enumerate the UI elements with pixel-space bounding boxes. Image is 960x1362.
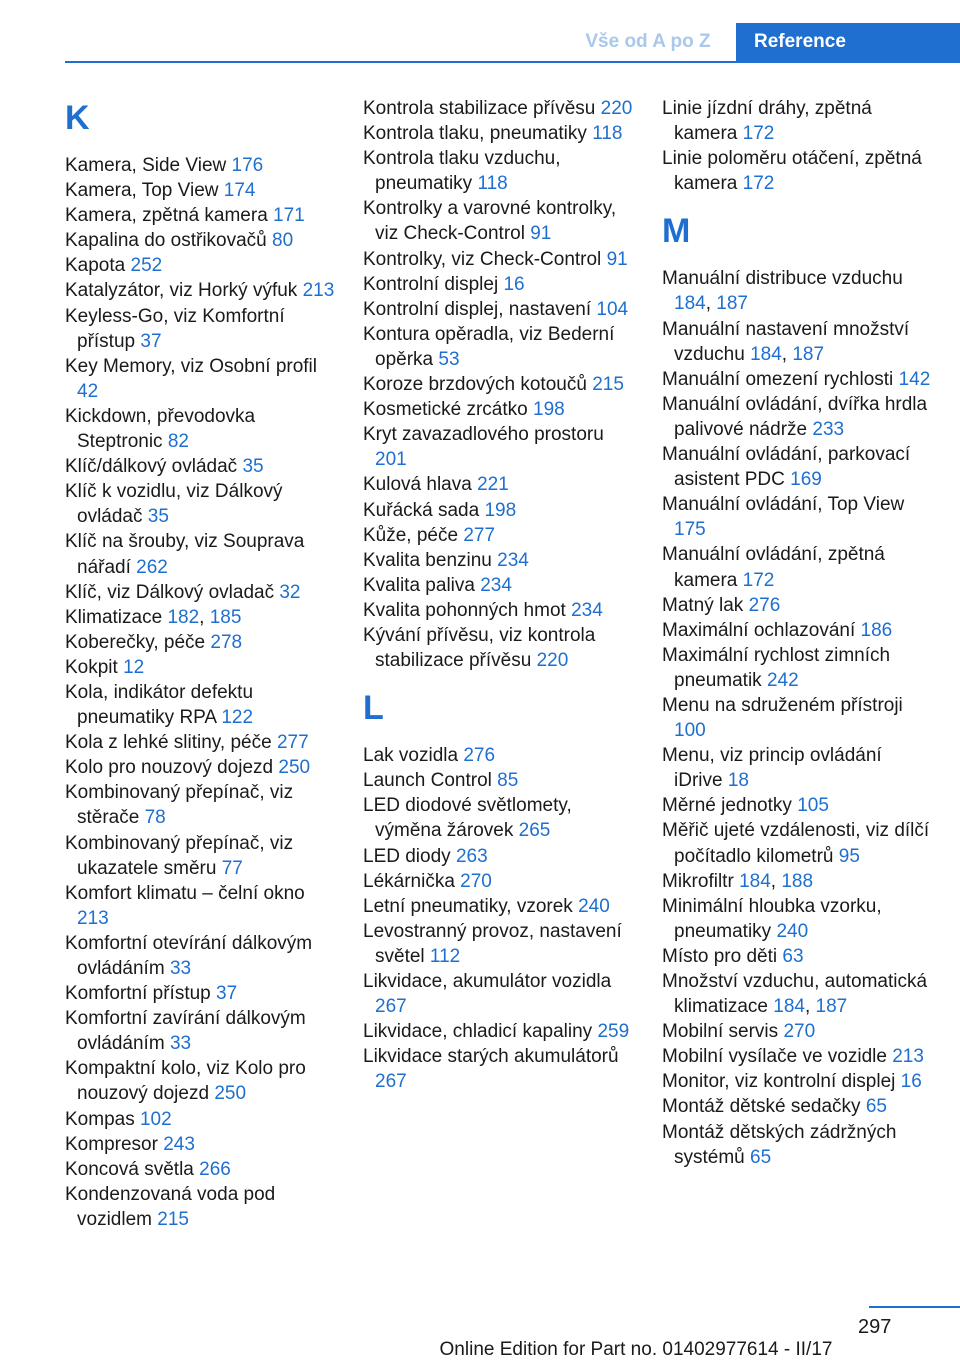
index-entry [363,422,635,472]
index-entry-text: Kontrolní displej, nastavení [363,298,592,320]
index-entry-text: Koroze brzdových kotoučů [363,374,587,396]
index-entry [662,944,932,969]
page-link[interactable]: 213 [77,907,109,929]
index-entry [662,743,932,793]
index-entry [662,1069,932,1094]
page-link[interactable]: 201 [375,449,407,471]
index-entry-text: Měřič ujeté vzdálenosti, viz dílčí počítadlo kilometrů [662,820,930,867]
index-entry [662,618,932,643]
index-entry-text: Manuální ovládání, dvířka hrdla palivové nádrže [662,393,928,440]
index-entry-text: Klimatizace [65,606,163,628]
page-link[interactable]: 91 [606,248,628,270]
index-entry-text: Monitor, viz kontrolní displej [662,1071,896,1093]
index-entry-text: Montáž dětských zádržných systémů [662,1121,897,1168]
index-entry-text: Komfortní přístup [65,983,211,1005]
index-column-3 [662,96,932,1170]
page-link[interactable]: 78 [144,807,166,829]
index-entry [363,768,635,793]
index-entry [363,793,635,843]
edition-text: Online Edition for Part no. 01402977614 - II/17 [439,1339,833,1360]
page-link[interactable]: 182 [167,606,200,628]
index-entry [363,472,635,497]
page-link[interactable]: 12 [123,656,145,678]
page-link[interactable]: 277 [276,732,309,754]
index-entry [65,931,337,981]
index-entry-text: Mobilní servis [662,1021,779,1043]
index-entry [363,623,635,673]
index-entry-text: Kontrola tlaku, pneumatiky [363,123,587,145]
footer-edition-line [0,1339,960,1361]
index-entry-text: Levostranný provoz, nastavení světel [363,920,622,967]
page-number: 297 [858,1316,892,1338]
header-rule [65,61,960,63]
index-entry-text: Kvalita pohonných hmot [363,599,566,621]
page-link[interactable]: 112 [429,945,461,967]
index-entry: Mikrofiltr 184, 188 [662,870,814,892]
page-link[interactable]: 250 [214,1083,247,1105]
page-link[interactable]: 250 [278,757,311,779]
footer-rule [869,1306,960,1308]
index-entry-text: Letní pneumatiky, vzorek [363,895,573,917]
page-link[interactable]: 263 [455,845,488,867]
index-entry [65,730,337,755]
page-link[interactable]: 118 [477,173,508,195]
index-entry [662,542,932,592]
index-entry [65,304,337,354]
page-link[interactable]: 215 [592,374,624,396]
index-entry-text: Likvidace, chladicí kapaliny [363,1021,593,1043]
index-entry-text: Kompas [65,1108,135,1130]
index-entry [65,981,337,1006]
index-entry [65,354,337,404]
page-link[interactable]: 234 [480,574,512,596]
index-entry [662,492,932,542]
index-entry [65,278,337,303]
index-entry-text: Kontura opěradla, viz Bederní opěrka [363,323,615,370]
index-entry-text: Lak vozidla [363,745,459,767]
page-link[interactable]: 104 [596,298,629,320]
page-link[interactable]: 171 [273,205,305,227]
index-entry-text: Množství vzduchu, automatická klimatizace [662,971,928,1018]
index-entry-text: Kontrolní displej [363,273,499,295]
index-entry [65,203,337,228]
page-link[interactable]: 65 [865,1096,887,1118]
index-entry [65,178,337,203]
index-entry [65,831,337,881]
index-entry-text: Klíč k vozidlu, viz Dálkový ovládač [65,481,283,528]
index-entry [363,523,635,548]
index-entry-text: Kontrola stabilizace přívěsu [363,98,596,119]
index-entry [65,881,337,931]
page-link[interactable]: 142 [898,368,931,390]
index-entry-text: Launch Control [363,770,492,792]
index-entry-text: Kickdown, převodovka Steptronic [65,405,256,453]
index-entry-text: Matný lak [662,594,744,616]
page-link[interactable]: 186 [860,619,893,641]
index-entry [65,529,337,579]
index-letter-heading: K [65,99,90,137]
index-entry-text: Kontrolky, viz Check-Control [363,248,602,270]
index-entry-text: Kontrolky a varovné kontrolky, viz Check-Control [363,198,617,245]
page-link[interactable]: 276 [748,594,781,616]
page-link[interactable]: 240 [776,920,809,942]
page-link[interactable]: 102 [139,1108,172,1130]
index-entry [363,498,635,523]
index-entry-text: Kondenzovaná voda pod vozidlem [65,1183,276,1230]
index-entry-text: Linie jízdní dráhy, zpětná kamera [662,98,872,145]
index-entry-text: Menu na sdruženém přístroji [662,694,903,716]
index-entry-text: Linie poloměru otáčení, zpětná kamera [662,148,922,195]
index-entry-text: Kola z lehké slitiny, péče [65,732,272,754]
index-entry-text: Kombinovaný přepínač, viz stěrače [65,782,294,829]
page-link[interactable]: 242 [766,669,799,691]
index-entry [662,818,932,868]
index-entry [65,580,337,605]
index-entry-text: Mikrofiltr [662,870,734,892]
page-link[interactable]: 213 [892,1046,924,1068]
page-link[interactable]: 172 [742,569,775,591]
index-entry [65,1157,337,1182]
index-entry [65,1182,337,1232]
index-entry [363,297,635,322]
index-entry-text: Key Memory, viz Osobní profil [65,355,318,377]
page-link[interactable]: 16 [900,1071,922,1093]
chapter-tab[interactable]: Reference [736,23,960,61]
index-entry-text: Kryt zavazadlového prostoru [363,424,604,446]
index-entry [363,598,635,623]
page-link[interactable]: 213 [302,280,335,302]
index-entry-text: Kůže, péče [363,524,459,546]
page-link[interactable]: 220 [536,650,569,672]
page-link[interactable]: 234 [571,599,603,621]
page-link[interactable]: 175 [674,519,706,541]
page-link[interactable]: 185 [209,606,242,628]
index-entry [363,322,635,372]
index-entry [65,780,337,830]
page-link[interactable]: 234 [497,549,529,571]
page-link[interactable]: 243 [163,1133,195,1155]
index-entry-text: Kola, indikátor defektu pneumatiky RPA [65,681,254,729]
index-entry: Množství vzduchu, automatická klimatizace 184, 187 [662,971,928,1018]
page-link[interactable]: 187 [792,343,825,365]
page-link[interactable]: 176 [231,155,264,176]
index-entry [65,404,337,454]
index-entry [65,755,337,780]
index-entry [65,630,337,655]
page-link[interactable]: 259 [597,1021,630,1043]
page-link[interactable]: 32 [279,581,301,603]
index-entry [363,919,635,969]
index-entry [662,96,932,146]
page-link[interactable]: 267 [375,1071,407,1093]
index-entry-text: Kapota [65,255,126,277]
index-entry-text: Kompresor [65,1133,158,1155]
page-link[interactable]: 276 [463,745,496,767]
index-entry-text: Minimální hloubka vzorku, pneumatiky [662,895,882,942]
index-entry [65,153,337,178]
index-entry [662,392,932,442]
index-entry-text: Kontrola tlaku vzduchu, pneumatiky [363,148,561,195]
index-entry-text: Likvidace starých akumulátorů [363,1046,619,1068]
index-entry [363,397,635,422]
index-entry [363,1019,635,1044]
page-link[interactable]: 221 [477,474,509,496]
index-entry-text: Komfortní otevírání dálkovým ovládáním [65,932,313,979]
page-link[interactable]: 198 [533,399,565,421]
index-entry-text: Místo pro děti [662,945,778,967]
index-entry [662,146,932,196]
page-link[interactable]: 37 [140,330,162,352]
page-link[interactable]: 240 [578,895,610,917]
index-entry-text: Klíč na šrouby, viz Souprava nářadí [65,531,305,578]
page-link[interactable]: 184 [773,996,805,1018]
page-link[interactable]: 65 [750,1146,772,1168]
index-entry-text: Kamera, Top View [65,180,219,202]
index-entry [662,1120,932,1170]
index-entry-text: LED diodové světlomety, výměna žárovek [363,795,572,842]
index-entry-text: Lékárnička [363,870,455,892]
page-link[interactable]: 172 [742,123,775,145]
index-entry [363,372,635,397]
page-link[interactable]: 266 [199,1158,231,1180]
page-link[interactable]: 270 [460,870,492,892]
page-link[interactable]: 187 [716,293,748,315]
index-entry [65,680,337,730]
page-link[interactable]: 252 [130,255,163,277]
index-entry [363,894,635,919]
index-entry: Manuální nastavení množství vzduchu 184, 187 [662,318,910,365]
page-link[interactable]: 267 [375,996,407,1018]
index-entry [662,793,932,818]
index-entry [65,253,337,278]
page-link[interactable]: 188 [781,870,814,892]
index-entry [662,693,932,743]
page-link[interactable]: 80 [272,230,294,252]
index-entry-text: Klíč/dálkový ovládač [65,456,238,478]
index-entry [363,96,635,121]
index-entry [363,146,635,196]
index-entry-text: Katalyzátor, viz Horký výfuk [65,280,298,302]
page-link[interactable]: 233 [812,418,845,440]
index-entry [65,1107,337,1132]
index-entry [363,121,635,146]
index-entry-text: Komfortní zavírání dálkovým ovládáním [65,1008,306,1055]
page-link[interactable]: 105 [797,795,829,817]
index-entry-text: Kolo pro nouzový dojezd [65,757,274,779]
index-entry [363,869,635,894]
page-link[interactable]: 184 [750,343,782,365]
index-entry-text: Kokpit [65,656,118,678]
index-entry [662,367,932,392]
index-entry-text: Kulová hlava [363,474,472,496]
index-column-1 [65,96,337,1232]
page-link[interactable]: 35 [242,456,264,478]
index-entry: Klimatizace 182, 185 [65,606,242,628]
index-entry-text: Manuální omezení rychlosti [662,368,894,390]
page-link[interactable]: 91 [530,223,552,245]
index-entry-text: Montáž dětské sedačky [662,1096,861,1118]
page-link[interactable]: 174 [223,180,256,202]
index-entry-text: Kapalina do ostřikovačů [65,230,267,252]
page-link[interactable]: 265 [518,820,551,842]
index-entry [65,228,337,253]
page-link[interactable]: 82 [167,431,189,453]
index-entry [65,1132,337,1157]
index-entry-text: Manuální nastavení množství vzduchu [662,318,910,365]
page-link[interactable]: 33 [169,958,192,979]
index-entry [662,643,932,693]
index-entry [662,593,932,618]
index-entry [363,247,635,272]
index-entry [363,844,635,869]
page-link[interactable]: 77 [221,857,243,879]
index-entry [662,1044,932,1069]
index-entry [363,196,635,246]
index-entry [363,548,635,573]
index-entry-text: Kombinovaný přepínač, viz ukazatele směru [65,832,294,879]
index-entry-text: Mobilní vysílače ve vozidle [662,1046,887,1068]
page-link[interactable]: 184 [739,870,771,892]
index-entry [363,272,635,297]
index-entry [662,894,932,944]
page-link[interactable]: 95 [838,845,860,867]
page-link[interactable]: 278 [210,631,243,653]
index-entry-text: Manuální distribuce vzduchu [662,268,903,290]
index-entry [65,655,337,680]
page-link[interactable]: 169 [790,469,822,491]
page-link[interactable]: 215 [157,1208,189,1230]
index-entry-text: Kývání přívěsu, viz kontrola stabilizace přívěsu [363,624,596,672]
page-link[interactable]: 270 [783,1021,816,1043]
index-entry-text: Komfort klimatu – čelní okno [65,882,305,904]
index-entry [662,442,932,492]
page-link[interactable]: 35 [147,506,169,528]
page-link[interactable]: 262 [136,556,168,578]
index-entry-text: LED diody [363,845,451,867]
index-entry [65,454,337,479]
index-entry-text: Kuřácká sada [363,499,480,521]
page-link[interactable]: 172 [742,173,775,195]
index-entry-text: Maximální rychlost zimních pneumatik [662,644,891,691]
index-entry-text: Manuální ovládání, zpětná kamera [662,544,885,591]
section-tab[interactable]: Vše od A po Z [560,23,736,61]
index-entry [662,1094,932,1119]
index-entry [65,479,337,529]
index-entry-text: Manuální ovládání, Top View [662,494,905,516]
index-entry [363,743,635,768]
index-entry-text: Měrné jednotky [662,795,792,817]
page-link[interactable]: 85 [497,770,519,792]
index-entry-text: Manuální ovládání, parkovací asistent PDC [662,444,911,491]
index-entry [363,573,635,598]
index-entry-text: Menu, viz princip ovládání iDrive [662,745,882,792]
index-entry-text: Likvidace, akumulátor vozidla [363,971,612,992]
page-link[interactable]: 33 [169,1033,192,1055]
header-tabs [560,23,960,61]
page-link[interactable]: 100 [674,720,706,742]
index-entry-text: Kosmetické zrcátko [363,399,528,421]
page-link[interactable]: 63 [782,945,804,967]
page-link[interactable]: 118 [592,123,623,145]
index-entry [363,969,635,1019]
index-entry-text: Klíč, viz Dálkový ovladač [65,581,275,603]
page-link[interactable]: 198 [484,499,517,521]
index-column-2 [363,96,635,1094]
index-entry [363,1044,635,1094]
index-entry-text: Keyless-Go, viz Komfortní přístup [65,305,285,352]
index-letter-heading: L [363,689,384,728]
index-entry-text: Koberečky, péče [65,631,206,653]
index-entry-text: Kvalita paliva [363,574,475,596]
index-entry-text: Koncová světla [65,1158,194,1180]
index-entry-text: Kamera, zpětná kamera [65,205,268,227]
page-link[interactable]: 42 [77,380,99,402]
page-link[interactable]: 184 [674,293,706,315]
page-link[interactable]: 277 [463,524,496,546]
index-letter-heading: M [662,212,691,251]
index-entry-text: Kompaktní kolo, viz Kolo pro nouzový dojezd [65,1058,306,1105]
page-link[interactable]: 122 [221,707,254,729]
index-entry-text: Kvalita benzinu [363,549,492,571]
index-entry-text: Kamera, Side View [65,155,227,176]
index-entry-text: Maximální ochlazování [662,619,856,641]
index-entry [662,1019,932,1044]
index-entry [65,1056,337,1106]
index-entry: Manuální distribuce vzduchu 184, 187 [662,268,903,315]
page-link[interactable]: 37 [216,983,238,1005]
page-link[interactable]: 18 [727,770,749,792]
page-link[interactable]: 16 [503,273,525,295]
page-link[interactable]: 53 [438,348,460,370]
index-entry [65,1006,337,1056]
page-link[interactable]: 187 [815,996,848,1018]
page-link[interactable]: 220 [600,98,633,119]
